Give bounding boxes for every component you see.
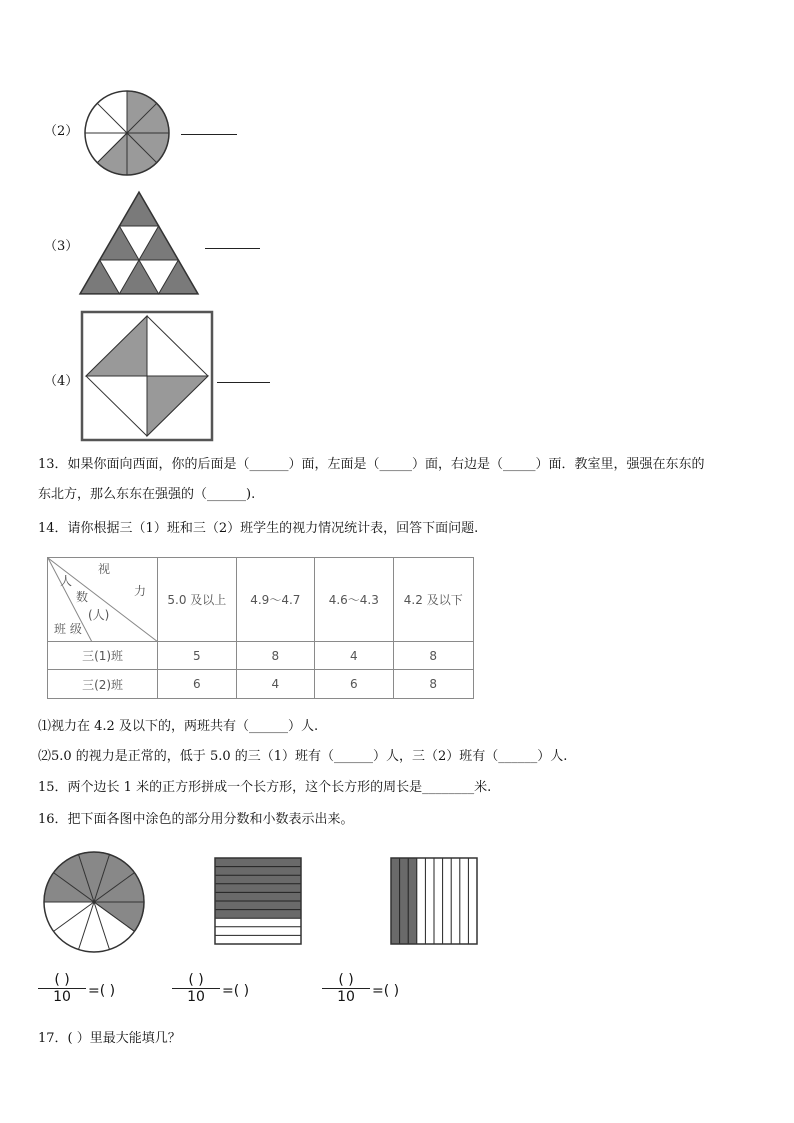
q15-text: 15．两个边长 1 米的正方形拼成一个长方形，这个长方形的周长是________米. xyxy=(38,780,492,795)
fraction-2 xyxy=(172,972,220,1005)
triangle-ninths-figure xyxy=(78,190,200,296)
table-corner-cell xyxy=(48,558,158,642)
answer-blank-4[interactable] xyxy=(217,382,270,383)
q14-sub2: ⑵5.0 的视力是正常的，低于 5.0 的三（1）班有（______）人，三（2）班有（______）人. xyxy=(38,749,568,764)
header-cell: 4.2 及以下 xyxy=(393,558,474,642)
value-cell: 4 xyxy=(236,670,314,699)
fraction-numerator[interactable]: ( ) xyxy=(338,972,354,988)
q13-line2: 东北方，那么东东在强强的（______). xyxy=(38,487,256,502)
table-row xyxy=(48,670,474,699)
fraction-numerator[interactable]: ( ) xyxy=(188,972,204,988)
fraction-numerator[interactable]: ( ) xyxy=(54,972,70,988)
fraction-equals[interactable]: =( ) xyxy=(372,983,400,999)
q16-title: 16．把下面各图中涂色的部分用分数和小数表示出来。 xyxy=(38,812,354,827)
fraction-3 xyxy=(322,972,370,1005)
corner-ren: 人 xyxy=(60,574,73,588)
q14-title: 14．请你根据三（1）班和三（2）班学生的视力情况统计表，回答下面问题. xyxy=(38,521,479,536)
circle-tenths-figure xyxy=(42,850,146,954)
answer-blank-3[interactable] xyxy=(205,248,260,249)
circle-eighths-figure xyxy=(82,88,172,178)
value-cell: 8 xyxy=(393,670,474,699)
value-cell: 8 xyxy=(393,642,474,670)
header-cell: 4.9～4.7 xyxy=(236,558,314,642)
value-cell: 8 xyxy=(236,642,314,670)
q17-text: 17．( ）里最大能填几？ xyxy=(38,1031,181,1046)
table-row xyxy=(48,642,474,670)
corner-shi: 视 xyxy=(98,562,111,576)
vision-table xyxy=(47,557,474,699)
corner-shu: 数 xyxy=(76,590,89,604)
q14-sub1: ⑴视力在 4.2 及以下的，两班共有（______）人. xyxy=(38,719,319,734)
row-name-cell: 三(2)班 xyxy=(48,670,158,699)
fraction-denominator: 10 xyxy=(53,989,71,1005)
value-cell: 6 xyxy=(158,670,236,699)
fraction-equals[interactable]: =( ) xyxy=(88,983,116,999)
value-cell: 4 xyxy=(315,642,393,670)
value-cell: 6 xyxy=(315,670,393,699)
item3-label: （3） xyxy=(44,239,79,254)
fraction-1 xyxy=(38,972,86,1005)
vertical-strips-figure xyxy=(390,857,478,945)
fraction-equals[interactable]: =( ) xyxy=(222,983,250,999)
corner-li: 力 xyxy=(134,584,147,598)
item4-label: （4） xyxy=(44,374,79,389)
horizontal-strips-figure xyxy=(214,857,302,945)
fraction-denominator: 10 xyxy=(337,989,355,1005)
q13-line1: 13．如果你面向西面，你的后面是（______）面，左面是（_____）面，右边是（_____）面．教室里，强强在东东的 xyxy=(38,457,705,472)
fraction-denominator: 10 xyxy=(187,989,205,1005)
row-name-cell: 三(1)班 xyxy=(48,642,158,670)
square-diamond-figure xyxy=(80,310,214,442)
corner-banji: 班 级 xyxy=(54,622,82,636)
answer-blank-2[interactable] xyxy=(181,134,237,135)
header-cell: 5.0 及以上 xyxy=(158,558,236,642)
header-cell: 4.6～4.3 xyxy=(315,558,393,642)
corner-ren-unit: (人) xyxy=(88,608,110,622)
item2-label: （2） xyxy=(44,124,79,139)
value-cell: 5 xyxy=(158,642,236,670)
